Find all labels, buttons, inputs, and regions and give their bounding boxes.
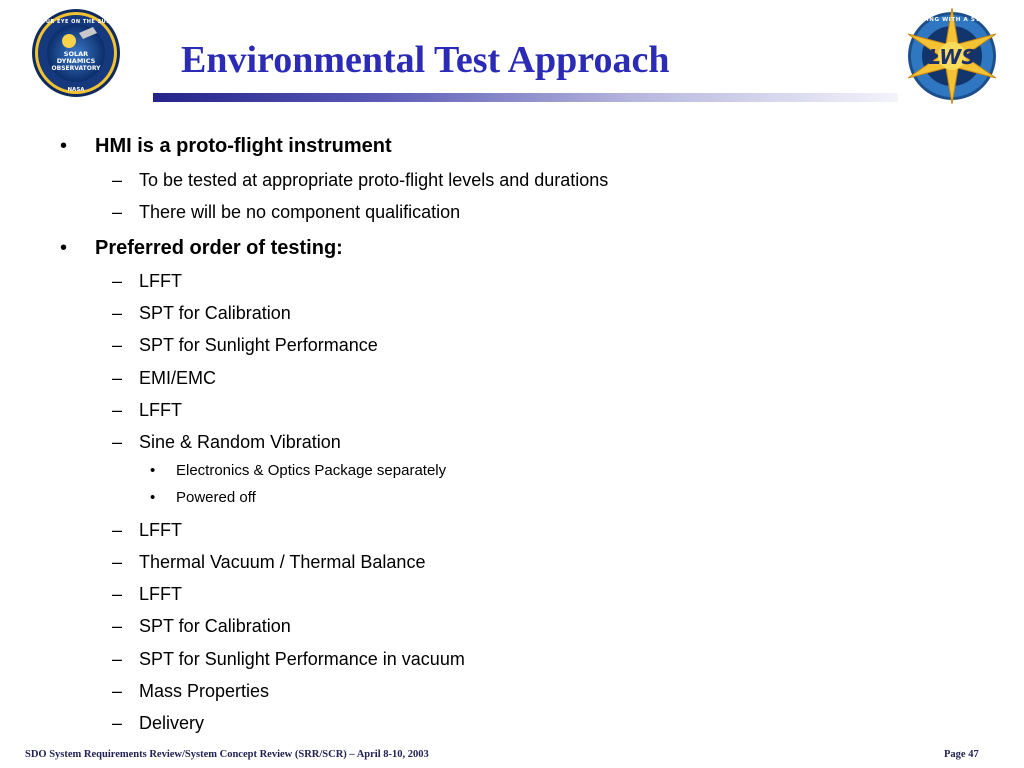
dash-marker: – (112, 303, 123, 323)
dash-marker: – (112, 584, 123, 604)
dash-marker: – (112, 335, 123, 355)
dash-marker: – (112, 368, 123, 388)
bullet-marker: • (150, 462, 156, 479)
bullet-text: Delivery (139, 713, 205, 733)
sdo-logo (27, 7, 125, 99)
dash-marker: – (112, 271, 123, 291)
dash-marker: – (112, 552, 123, 572)
bullet-text: Electronics & Optics Package separately (176, 462, 447, 479)
bullet-text: Preferred order of testing: (95, 237, 343, 259)
bullet-text: SPT for Calibration (139, 616, 291, 636)
slide-title: Environmental Test Approach (181, 39, 670, 81)
footer-review-label: SDO System Requirements Review/System Concept Review (SRR/SCR) – April 8-10, 2003 (25, 749, 429, 760)
bullet-text: EMI/EMC (139, 368, 217, 388)
dash-marker: – (112, 649, 123, 669)
dash-marker: – (112, 713, 123, 733)
bullet-text: Thermal Vacuum / Thermal Balance (139, 552, 426, 572)
bullet-text: SPT for Calibration (139, 303, 291, 323)
bullet-marker: • (60, 237, 68, 259)
sdo-logo-ring-text: OUR EYE ON THE SUN (41, 19, 111, 25)
dash-marker: – (112, 432, 123, 452)
bullet-text: LFFT (139, 271, 182, 291)
dash-marker: – (112, 616, 123, 636)
sdo-logo-line3: OBSERVATORY (51, 65, 101, 72)
bullet-text: Powered off (176, 489, 256, 506)
bullet-text: Mass Properties (139, 681, 270, 701)
dash-marker: – (112, 520, 123, 540)
dash-marker: – (112, 202, 123, 222)
bullet-text: HMI is a proto-flight instrument (95, 135, 392, 157)
bullet-text: SPT for Sunlight Performance (139, 335, 378, 355)
sdo-logo-line2: DYNAMICS (56, 57, 96, 65)
footer-page-number: Page 47 (944, 749, 979, 760)
dash-marker: – (112, 170, 123, 190)
bullet-marker: • (60, 135, 68, 157)
bullet-marker: • (150, 489, 156, 506)
bullet-text: LFFT (139, 584, 182, 604)
dash-marker: – (112, 681, 123, 701)
bullet-text: Sine & Random Vibration (139, 432, 341, 452)
dash-marker: – (112, 400, 123, 420)
lws-logo (900, 4, 1004, 108)
bullet-text: SPT for Sunlight Performance in vacuum (139, 649, 465, 669)
title-underline-bar (153, 93, 898, 102)
bullet-text: LFFT (139, 520, 182, 540)
sdo-logo-line1: SOLAR (63, 50, 89, 58)
sdo-logo-bottom: NASA (67, 87, 85, 93)
bullet-text: To be tested at appropriate proto-flight levels and durations (139, 170, 609, 190)
lws-logo-ring-text: LIVING WITH A STAR (914, 17, 990, 23)
bullet-text: There will be no component qualification (139, 202, 461, 222)
bullet-text: LFFT (139, 400, 182, 420)
lws-logo-center: LWS (928, 45, 976, 69)
